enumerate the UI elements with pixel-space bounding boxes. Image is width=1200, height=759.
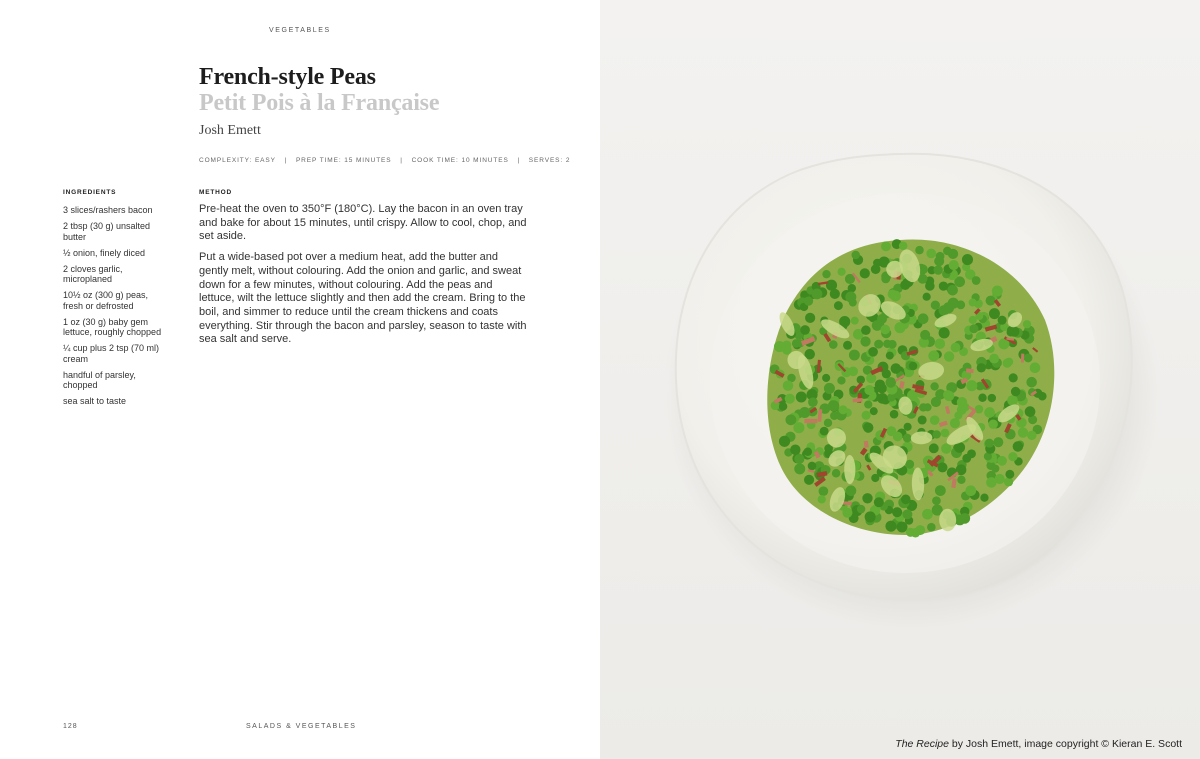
bacon-piece (864, 441, 869, 448)
pea (967, 449, 976, 458)
pea (832, 469, 841, 478)
ingredient-item: 3 slices/rashers bacon (63, 205, 153, 215)
pea (774, 341, 785, 352)
pea (1005, 358, 1013, 366)
section-header: VEGETABLES (269, 27, 331, 34)
pea (785, 394, 795, 404)
pea (923, 293, 931, 301)
pea (989, 354, 999, 364)
pea (937, 462, 947, 472)
pea (961, 403, 969, 411)
pea (930, 382, 938, 390)
meta-separator: | (284, 157, 288, 164)
pea (927, 523, 936, 532)
pea (899, 241, 908, 250)
pea (865, 511, 876, 522)
recipe-subtitle: Petit Pois à la Française (199, 90, 440, 116)
method-step: Put a wide-based pot over a medium heat, add the butter and gently melt, without colouring. Add the onion and garlic, and sweat down for a few minutes, without colouring. Add the peas and lettuce, wilt the lettuce slightly and then add the cream. Bring to the boil, and simmer to reduce until the cream thickens and coats everything. Stir through the bacon and parsley, season to taste with sea salt and serve. (199, 251, 527, 346)
pea (819, 486, 829, 496)
pea (978, 394, 986, 402)
pea (911, 528, 920, 537)
pea (939, 327, 950, 338)
bacon-piece (966, 368, 974, 373)
pea (1027, 431, 1036, 440)
pea (794, 463, 805, 474)
pea (984, 407, 995, 418)
pea (799, 407, 810, 418)
pea (986, 296, 996, 306)
pea (943, 247, 952, 256)
pea (900, 280, 910, 290)
pea (874, 497, 884, 507)
pea (1009, 326, 1019, 336)
pea (824, 383, 835, 394)
pea (890, 291, 901, 302)
pea (918, 313, 929, 324)
pea (851, 251, 859, 259)
pea (864, 385, 874, 395)
pea (929, 443, 939, 453)
pea (885, 377, 896, 388)
pea (845, 292, 856, 303)
pea (931, 301, 940, 310)
meta-separator: | (517, 157, 521, 164)
pea (932, 496, 941, 505)
pea (920, 330, 930, 340)
right-page (600, 0, 1200, 759)
pea (934, 265, 943, 274)
pea (822, 270, 830, 278)
bacon-piece (1021, 354, 1025, 363)
credit-book-title: The Recipe (895, 738, 949, 750)
pea (943, 390, 952, 399)
page-number: 128 (63, 723, 78, 730)
pea (846, 485, 857, 496)
pea (1008, 452, 1017, 461)
pea (890, 410, 899, 419)
pea (880, 325, 890, 335)
pea (793, 422, 804, 433)
pea (863, 422, 873, 432)
pea (881, 274, 890, 283)
pea (1026, 377, 1037, 388)
pea (947, 285, 958, 296)
pea (1024, 354, 1033, 363)
pea (868, 347, 878, 357)
pea (828, 400, 839, 411)
pea (862, 493, 872, 503)
pea (888, 340, 897, 349)
pea (993, 437, 1003, 447)
bacon-piece (804, 419, 817, 423)
pea (860, 336, 870, 346)
pea (1023, 320, 1031, 328)
credit-text: by Josh Emett, image copyright © Kieran E. Scott (948, 738, 1182, 750)
pea (975, 405, 984, 414)
pea (800, 325, 810, 335)
pea (985, 439, 994, 448)
pea (790, 444, 800, 454)
method-step: Pre-heat the oven to 350°F (180°C). Lay the bacon in an oven tray and bake for about 15 minutes, until crispy. Allow to cool, chop, and set aside. (199, 203, 527, 243)
pea (966, 380, 977, 391)
pea (829, 340, 838, 349)
pea (824, 419, 832, 427)
pea (922, 509, 933, 520)
pea (886, 426, 896, 436)
ingredient-item: ½ onion, finely diced (63, 247, 146, 258)
meta-separator: | (400, 157, 403, 164)
pea (849, 350, 860, 361)
ingredient-item: handful of parsley, chopped (63, 369, 136, 391)
pea (874, 340, 883, 349)
pea (962, 254, 973, 265)
pea (992, 285, 1003, 296)
pea (969, 298, 977, 306)
ingredients-list (63, 205, 163, 412)
pea (997, 456, 1007, 466)
pea (837, 268, 845, 276)
pea (1038, 392, 1047, 401)
pea (818, 495, 826, 503)
pea (915, 246, 923, 254)
meta-prep-time: PREP TIME: 15 MINUTES (295, 157, 392, 164)
pea (892, 507, 902, 517)
pea (965, 485, 976, 496)
pea (1018, 427, 1028, 437)
pea (909, 362, 918, 371)
ingredient-item: 1 oz (30 g) baby gem lettuce, roughly chopped (63, 316, 162, 338)
pea (1011, 387, 1020, 396)
pea (862, 411, 871, 420)
pea (830, 412, 838, 420)
pea (866, 373, 876, 383)
pea (991, 464, 999, 472)
pea (956, 300, 965, 309)
pea (1009, 373, 1018, 382)
pea (904, 423, 912, 431)
pea (808, 462, 817, 471)
pea (1013, 441, 1024, 452)
pea (941, 429, 950, 438)
pea (969, 324, 978, 333)
pea (875, 379, 885, 389)
pea (1025, 406, 1036, 417)
pea (804, 296, 813, 305)
pea (1007, 395, 1018, 406)
pea (957, 476, 965, 484)
image-credit (895, 738, 1182, 750)
pea (822, 374, 830, 382)
pea (864, 400, 872, 408)
pea (923, 403, 931, 411)
pea (891, 363, 902, 374)
footer-section: SALADS & VEGETABLES (246, 723, 357, 730)
pea (902, 509, 912, 519)
meta-complexity: COMPLEXITY: EASY (199, 157, 276, 164)
pea (857, 505, 865, 513)
meta-serves: SERVES: 2 (528, 157, 571, 164)
pea (972, 276, 981, 285)
ingredient-item: 10½ oz (300 g) peas, fresh or defrosted (63, 290, 149, 311)
pea (995, 474, 1005, 484)
ingredient-item: ¼ cup plus 2 tsp (70 ml) cream (63, 343, 160, 364)
pea (941, 443, 951, 453)
pea (901, 495, 911, 505)
meta-cook-time: COOK TIME: 10 MINUTES (411, 157, 509, 164)
pea (834, 301, 843, 310)
pea (848, 366, 858, 376)
pea (926, 249, 936, 259)
ingredients-heading: INGREDIENTS (63, 189, 117, 196)
recipe-meta (199, 157, 570, 164)
pea (951, 343, 961, 353)
pea (936, 252, 945, 261)
pea (988, 394, 996, 402)
pea (804, 475, 814, 485)
method-text (199, 203, 529, 354)
ingredient-item: 2 tbsp (30 g) unsalted butter (63, 220, 151, 242)
pea (998, 316, 1007, 325)
pea (779, 436, 790, 447)
pea (877, 393, 888, 404)
pea (785, 414, 796, 425)
ingredient-item: 2 cloves garlic, microplaned (63, 263, 123, 285)
pea (1004, 477, 1013, 486)
ingredient-item: sea salt to taste (63, 396, 127, 407)
pea (796, 391, 807, 402)
pea (977, 363, 986, 372)
method-heading: METHOD (199, 189, 232, 196)
pea (812, 289, 823, 300)
pea (928, 350, 939, 361)
pea (931, 397, 941, 407)
pea (870, 407, 878, 415)
pea (944, 351, 954, 361)
pea (938, 305, 949, 316)
pea (860, 268, 870, 278)
pea (1030, 362, 1041, 373)
pea (861, 325, 871, 335)
pea (980, 494, 988, 502)
pea (939, 281, 948, 290)
pea (1005, 470, 1014, 479)
pea (989, 308, 1000, 319)
pea (930, 415, 940, 425)
pea (949, 260, 959, 270)
pea (820, 427, 829, 436)
pea (837, 376, 845, 384)
pea (873, 259, 881, 267)
pea (805, 313, 815, 323)
pea (918, 415, 927, 424)
pea (877, 314, 887, 324)
pea (988, 420, 997, 429)
pea (783, 380, 794, 391)
pea (903, 434, 912, 443)
pea (886, 352, 894, 360)
pea (851, 317, 859, 325)
pea (935, 485, 946, 496)
recipe-title: French-style Peas (199, 64, 376, 90)
pea (950, 418, 960, 428)
pea (779, 402, 787, 410)
food-photo (600, 0, 1200, 759)
pea (794, 454, 804, 464)
pea (933, 430, 941, 438)
pea (808, 397, 818, 407)
pea (885, 521, 896, 532)
pea (935, 338, 946, 349)
pea (839, 405, 848, 414)
pea (804, 447, 812, 455)
pea (843, 341, 852, 350)
pea (881, 241, 891, 251)
recipe-author: Josh Emett (199, 123, 261, 138)
